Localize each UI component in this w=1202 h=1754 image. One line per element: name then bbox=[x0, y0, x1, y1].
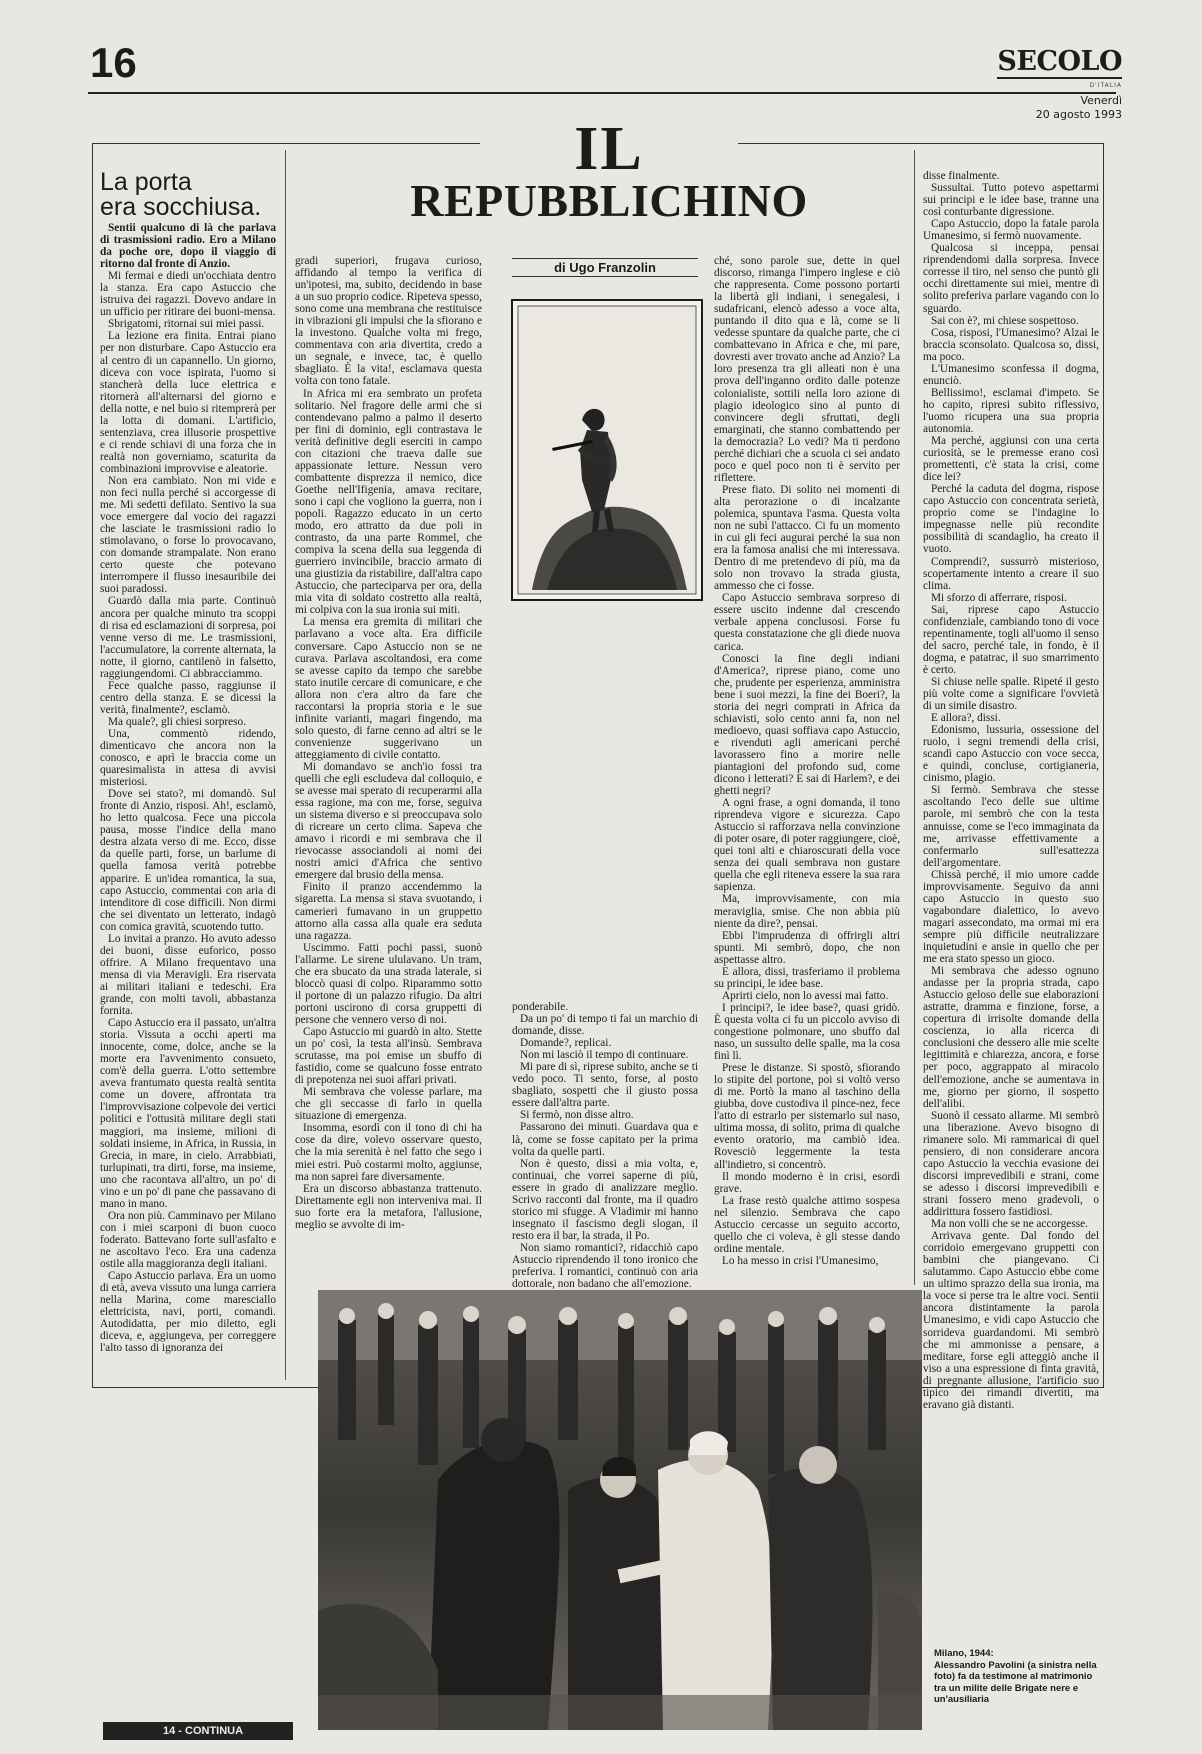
column-2-text bbox=[295, 255, 482, 1270]
paragraph: Ora non più. Camminavo per Milano con i miei scarponi di buon cuoco foderato. Battevano forte sull'asfalto e ne ascoltavo l'eco. Era una cadenza ostile alla maggioranza degli italiani. bbox=[100, 1209, 276, 1271]
sidebar-title-line2: era socchiusa. bbox=[100, 193, 262, 221]
column-rule-4 bbox=[914, 150, 915, 1285]
paragraph: Capo Astuccio mi guardò in alto. Stette un po' così, la testa all'insù. Sembrava scrutasse, ma poi emise un sbuffo di fastidio, come se qualcuno fosse entrato di prepotenza nei suoi affari privati. bbox=[295, 1026, 482, 1087]
column-5-text bbox=[923, 170, 1099, 1411]
paragraph: Sussultai. Tutto potevo aspettarmi sui principi e le idee base, tranne una così conturbante digressione. bbox=[923, 182, 1099, 219]
caption-place: Milano, 1944: bbox=[934, 1648, 994, 1659]
paragraph: Finito il pranzo accendemmo la sigaretta. La mensa si stava svuotando, i camerieri fumavano in un gruppetto attorno alla cassa alla quale era seduta una ragazza. bbox=[295, 881, 482, 942]
paragraph: Fece qualche passo, raggiunse il centro della stanza. E se dicessi la verità, finalmente?, esclamò. bbox=[100, 679, 276, 716]
paragraph: Perché la caduta del dogma, rispose capo Astuccio con concentrata serietà, proprio come se l'indagine lo impegnasse nelle più recondite possibilità di scandaglio, ha creato il vuoto. bbox=[923, 483, 1099, 556]
paragraph: Mi domandavo se anch'io fossi tra quelli che egli escludeva dal colloquio, e se avesse mai sperato di recuperarmi alla essa ragione, ma con me, forse, seguiva un sistema diverso e si preoccupava solo di ricreare un certo clima. Sapeva che amavo i ricordi e mi sembrava che il rievocasse associandoli ai nomi dei nostri amici d'Africa che sentivo emergere dal brusio della mensa. bbox=[295, 760, 482, 882]
paragraph: Lo ha messo in crisi l'Umanesimo, bbox=[722, 1254, 879, 1267]
sidebar-title-line1: La porta bbox=[100, 168, 192, 196]
continua-label: 14 - CONTINUA bbox=[103, 1722, 293, 1740]
headline-rule-right bbox=[746, 143, 1104, 144]
paragraph: Capo Astuccio, dopo la fatale parola Umanesimo, si fermò nuovamente. bbox=[923, 218, 1099, 243]
byline: di Ugo Franzolin bbox=[512, 258, 698, 277]
paragraph: La lezione era finita. Entrai piano per non disturbare. Capo Astuccio era al centro di un capannello. Un giorno, diceva con voce ispirata, l'uomo si stancherà della luce elettrica e ritornerà all'alternarsi del giorno e della notte, e nel buio si ritemprerà per la lotta di domani. L'artificio, sentenziava, crea illusorie prospettive e ci rende schiavi di una forza che in realtà non governiamo, scaturita da combinazioni improvvise e aleatorie. bbox=[100, 330, 276, 475]
paragraph: Qualcosa si inceppa, pensai riprendendomi dalla sorpresa. Invece corresse il tiro, nel senso che puntò gli occhi direttamente sui miei, mentre di solito preferiva parlare vagando con lo sguardo. bbox=[923, 242, 1099, 315]
sidebar-title bbox=[100, 170, 278, 220]
paragraph: Il mondo moderno è in crisi, esordì grave. bbox=[714, 1170, 900, 1195]
wedding-photo-image bbox=[318, 1290, 922, 1730]
masthead-logo: SECOLO bbox=[997, 46, 1122, 77]
paragraph: Dove sei stato?, mi domandò. Sul fronte di Anzio, risposi. Ah!, esclamò, ho letto qualcosa. Fece una piccola pausa, mosse l'indice della mano destra alzata verso di me. Ecco, disse da quelle parti, forse, un barlume di quella famosa verità potrebbe apparire. E un'idea romantica, la sua, capo Astuccio, commentai con aria di intenditore di cose difficili. Non dirmi che sei diventato un letterato, indagò con comica gravità, scuotendo tutto. bbox=[100, 788, 276, 933]
paragraph: Ma non volli che se ne accorgesse. bbox=[931, 1218, 1088, 1231]
caption-text: Alessandro Pavolini (a sinistra nella foto) fa da testimone al matrimonio tra un milite delle Brigate nere e un'ausiliaria bbox=[934, 1659, 1097, 1705]
paragraph: Comprendi?, sussurrò misterioso, scopertamente intento a creare il suo clima. bbox=[923, 555, 1099, 592]
paragraph: Si chiuse nelle spalle. Ripeté il gesto più volte come a significare l'ovvietà di un simile disastro. bbox=[923, 675, 1099, 713]
paragraph: Ebbi l'imprudenza di offrirgli altri spunti. Mi sembrò, dopo, che non aspettasse altro. bbox=[714, 929, 900, 966]
dateline-date: 20 agosto 1993 bbox=[1035, 108, 1122, 121]
paragraph: Mi sembrava che volesse parlare, ma che gli seccasse di farlo in quella situazione di emergenza. bbox=[295, 1086, 482, 1123]
paragraph: Ma perché, aggiunsi con una certa curiosità, se le premesse erano così promettenti, c'è stata la crisi, come dice lei? bbox=[923, 435, 1099, 484]
paragraph: Bellissimo!, esclamai d'impeto. Se ho capito, ripresi subito riflessivo, l'uomo ricupera una sua propria autonomia. bbox=[923, 386, 1099, 435]
photo-caption bbox=[934, 1648, 1104, 1706]
headline-rule-left bbox=[92, 143, 472, 144]
paragraph: Si fermò. Sembrava che stesse ascoltando l'eco delle sue ultime parole, mi sembrò che con la testa annuisse, come se l'eco immaginata da me, arrivasse effettivamente a confermarlo sull'esattezza dell'argomentare. bbox=[923, 784, 1099, 869]
paragraph: Sentii qualcuno di là che parlava di trasmissioni radio. Ero a Milano da poche ore, dopo il viaggio di ritorno dal fronte di Anzio. bbox=[100, 222, 276, 271]
paragraph: Si fermò, non disse altro. bbox=[520, 1109, 634, 1122]
paragraph: Una, commentò ridendo, dimenticavo che ancora non la conosco, e aprì le braccia come un quaresimalista in attesa di avvisi misteriosi. bbox=[100, 727, 276, 789]
paragraph: Capo Astuccio sembrava sorpreso di essere uscito indenne dal crescendo verbale appena conclusosi. Forse fu questa constatazione che gli diede nuova carica. bbox=[714, 592, 900, 653]
paragraph: Prese fiato. Di solito nei momenti di alta perorazione o di incalzante polemica, spuntava l'asma. Questa volta non ne subì l'attacco. Ci fu un momento in cui gli feci augurai perché la sua non era la famosa analisi che mi interessava. Dentro di me pretendevo di più, ma da solo non trovavo la strada giusta, ammesso che ci fosse. bbox=[714, 483, 900, 593]
paragraph: Suonò il cessato allarme. Mi sembrò una liberazione. Avevo bisogno di rimanere solo. Mi rammaricai di quel pensiero, di non considerare ancora capo Astuccio la vecchia evasione dei discorsi imprevedibili e strani, come se adesso i discorsi imprevedibili e strani fossero meno gradevoli, o addirittura fossero fastidiosi. bbox=[923, 1109, 1099, 1219]
soldier-photo bbox=[512, 300, 702, 600]
paragraph: Aprirti cielo, non lo avessi mai fatto. bbox=[722, 989, 889, 1002]
paragraph: Sbrigatomi, ritornai sui miei passi. bbox=[108, 318, 265, 331]
paragraph: In Africa mi era sembrato un profeta solitario. Nel fragore delle armi che si contendevano palmo a palmo il deserto per fini di dominio, egli contrastava le verità definitive degli eserciti in campo con citazioni che traeva dalle sue appassionate letture. Nessun vero combattente disprezza il nemico, dice Goethe nell'Ifigenia, amava recitare, sono i capi che vogliono la guerra, non i popoli. Ragazzo educato in un certo modo, ero attratto da due poli in contrasto, da una parte Rommel, che compiva la scena della sua leggenda di guerriero invincibile, braccio armato di una giustizia da ristabilire, dall'altra capo Astuccio, che parteciparva per ora, della mia vita di soldato costretto alla realtà, mi colpiva con la sua ironia sui miti. bbox=[295, 387, 482, 617]
wedding-photo bbox=[318, 1290, 922, 1730]
column-3-text bbox=[512, 1001, 698, 1291]
paragraph: Capo Astuccio era il passato, un'altra storia. Vissuta a occhi aperti ma innocente, come, dolce, anche se la morte era l'avvenimento consueto, com'è della guerra. L'otto settembre aveva frantumato questa realtà sentita come un dovere, affrontata tra l'improvvisazione colpevole dei vertici politici e l'ottusità militare degli stati maggiori, ma insieme, milioni di soldati insieme, in Africa, in Russia, in Grecia, in mare, in cielo. Arrabbiati, turlupinati, tra dirti, forse, ma insieme, uno che racontava all'altro, un po' di vino e un po' di pane che passavano di mano in mano. bbox=[100, 1017, 276, 1210]
paragraph: Lo invitai a pranzo. Ho avuto adesso dei buoni, disse euforico, posso offrire. A Milano frequentavo una mensa di via Meravigli. Era riservata ai militari italiani e tedeschi. Era grande, con molti tavoli, abbastanza fornita. bbox=[100, 932, 276, 1018]
paragraph: Ma quale?, gli chiesi sorpreso. bbox=[108, 715, 247, 728]
paragraph: Sai con è?, mi chiese sospettoso. bbox=[931, 314, 1079, 327]
paragraph: I principi?, le idee base?, quasi gridò. È questa volta ci fu un piccolo avviso di congestione polmonare, uno sbuffo dal naso, un sussulto delle spalle, ma la cosa finì lì. bbox=[714, 1001, 900, 1063]
paragraph: E allora?, dissi. bbox=[931, 712, 1001, 725]
paragraph: Mi sembrava che adesso ognuno andasse per la propria strada, capo Astuccio geloso delle sue elaborazioni astratte, dramma e finzione, forse, a copertura di irrisolte domande della coscienza, io alla ricerca di conclusioni che dessero alle mie scelte legittimità e chiarezza, ancora, e forse per poco, aggrappato al miracolo dell'emozione, anche se aumentava in me, giorno per giorno, il sospetto dell'alibi. bbox=[923, 965, 1099, 1110]
masthead-subtitle: D'ITALIA bbox=[1089, 82, 1122, 89]
paragraph: E allora, dissi, trasferiamo il problema su principi, le idee base. bbox=[714, 965, 900, 990]
paragraph: Non siamo romantici?, ridacchiò capo Astuccio riprendendo il tono ironico che preferiva. I romantici, continuò con aria dottorale, non badano che all'emozione. bbox=[512, 1241, 698, 1291]
paragraph: Capo Astuccio parlava. Era un uomo di età, aveva vissuto una lunga carriera nella Marina, come maresciallo elettricista, navi, porti, comandi. Autodidatta, per mio diletto, egli diceva, e, aggiungeva, per correggere l'alto tasso di ignoranza dei bbox=[100, 1270, 276, 1355]
paragraph: Uscimmo. Fatti pochi passi, suonò l'allarme. Le sirene ululavano. Un tram, che era sbucato da una strada laterale, si bloccò quasi di colpo. Riparammo sotto il portone di un palazzo rifugio. Da altri portoni uscirono di corsa gruppetti di persone che vennero verso di noi. bbox=[295, 941, 482, 1026]
paragraph: Non mi lasciò il tempo di continuare. bbox=[520, 1049, 689, 1062]
headline-line2: REPUBBLICHINO bbox=[410, 175, 808, 226]
paragraph: Guardò dalla mia parte. Continuò ancora per qualche minuto tra scoppi di risa ed esclamazioni di sorpresa, poi venne verso di me. Le trasmissioni, l'accumulatore, la corrente alternata, la notte, il giorno, cantilenò in falsetto, raggiungendomi. Ci abbracciammo. bbox=[100, 595, 276, 680]
paragraph: ché, sono parole sue, dette in quel discorso, rimanga l'impero inglese e ciò che rappresenta. Come possono portarti la libertà gli indiani, i senegalesi, i sudafricani, elencò adesso a voce alta, puntando il dito qua e là, come se li vedesse spuntare da qualche parte, che ci combattevano in Africa e che, mi pare, dovresti aver trovato anche ad Anzio? La loro presenza tra gli alleati non è una prova dell'inganno ordito dalle potenze colonialiste, sottili nella loro azione di plagio ideologico sino al punto di convincere degli sfruttati, degli emarginati, che stanno combattendo per la democrazia? Lo vedi? Ma ti perdono perché dichiari che a scuola ci sei andato poco e quel poco non ti è servito per riflettere. bbox=[714, 255, 900, 484]
paragraph: disse finalmente. bbox=[923, 170, 1000, 182]
paragraph: gradi superiori, frugava curioso, affidando al tempo la verifica di un'ipotesi, ma, subito, decidendo in base a un suo proprio codice. Ripeteva spesso, sono come una membrana che restituisce in vibrazioni gli impulsi che la sfiorano e la investono. Qualche volta mi frego, commentava con aria divertita, credo a un segnale, e invece, tac, è quello sbagliato. È la vita!, esclamava questa volta con tono fatale. bbox=[295, 255, 482, 388]
paragraph: Edonismo, lussuria, ossessione del ruolo, i segni tremendi della crisi, scandì capo Astuccio con voce secca, e quindi, concluse, cortigianeria, cinismo, plagio. bbox=[923, 724, 1099, 785]
column-4-text bbox=[714, 255, 900, 1270]
paragraph: Prese le distanze. Si spostò, sfiorando lo stipite del portone, poi si voltò verso di me. Portò la mano al taschino della giubba, dove custodiva il pince-nez, fece l'atto di estrarlo per sistemarlo sul naso, ultima mossa, di solito, prima di qualche evento oratorio, ma cambiò idea. Rovesciò leggermente la testa all'indietro, si concentrò. bbox=[714, 1062, 900, 1171]
paragraph: Mi fermai e diedi un'occhiata dentro la stanza. Era capo Astuccio che istruiva dei ragazzi. Dovevo andare in un ufficio per ritirare dei buoni-mensa. bbox=[100, 270, 276, 319]
column-1-text bbox=[100, 222, 276, 1378]
paragraph: Arrivava gente. Dal fondo del corridoio emergevano gruppetti con bambini che piangevano. Ci salutammo. Capo Astuccio ebbe come un ultimo sprazzo della sua ironia, ma la voce si perse tra le altre voci. Sentii ancora distintamente la parola Umanesimo, e vidi capo Astuccio che sorrideva guardandomi. Mi sembrò che mi ammonisse a pensare, a meditare, forse egli atteggiò anche il viso a una espressione di finta gravità, di pregnante allusione, l'artificio suo tipico dei rimandi divertiti, ma eravano già distanti. bbox=[923, 1230, 1099, 1411]
paragraph: Insomma, esordì con il tono di chi ha cose da dire, volevo osservare questo, che la mia serenità è nel fatto che sego i miei estri. Può costarmi molto, aggiunse, ma non saprei fare diversamente. bbox=[295, 1122, 482, 1183]
paragraph: Passarono dei minuti. Guardava qua e là, come se fosse capitato per la prima volta da quelle parti. bbox=[512, 1121, 698, 1158]
paragraph: Non è questo, dissi a mia volta, e, continuai, che vorrei saperne di più, essere in grado di analizzare meglio. Scrivo racconti dal fronte, ma il quadro storico mi sfugge. A Vladimir mi hanno insegnato il fascismo degli slogan, il resto era il bar, la strada, il Po. bbox=[512, 1157, 698, 1242]
paragraph: La mensa era gremita di militari che parlavano a voce alta. Era difficile conversare. Capo Astuccio non se ne curava. Parlava ascoltandosi, era come se avesse capito da tempo che sarebbe stato inutile cercare di comunicare, e che allora non c'era altro da fare che raccontarsi la propria storia e le sue infinite varianti, magari fingendo, ma solo questo, di farne cenno ad altri se le convenienze suggerivano un atteggiamento di civile contatto. bbox=[295, 616, 482, 761]
paragraph: Era un discorso abbastanza trattenuto. Direttamente egli non interveniva mai. Il suo forte era la metafora, l'allusione, meglio se avvolte di im- bbox=[295, 1182, 482, 1231]
paragraph: Sai, riprese capo Astuccio confidenziale, cambiando tono di voce repentinamente, togli all'uomo il senso del sacro, perché tale, in fondo, è il dogma, e patatrac, il suo smarrimento è certo. bbox=[923, 603, 1099, 676]
page-number: 16 bbox=[90, 39, 137, 86]
header-rule bbox=[88, 92, 1116, 94]
paragraph: Cosa, risposi, l'Umanesimo? Alzai le braccia sconsolato. Qualcosa so, dissi, ma poco. bbox=[923, 326, 1099, 363]
paragraph: Mi pare di sì, riprese subito, anche se ti vedo poco. Ti sento, forse, al posto sbagliato, sospetti che il giusto possa essere dall'altra parte. bbox=[512, 1061, 698, 1110]
paragraph: Domande?, replicai. bbox=[520, 1037, 612, 1050]
paragraph: Ma, improvvisamente, con mia meraviglia, smise. Che non abbia più niente da dire?, pensai. bbox=[714, 893, 900, 930]
headline-line1: IL bbox=[480, 118, 738, 180]
paragraph: Non era cambiato. Non mi vide e non feci nulla perché si accorgesse di me. Mi sedetti defilato. Sentivo la sua voce emergere dal vocio dei ragazzi che lasciate le trasmissioni radio lo stimolavano, o forse lo provocavano, con domande strampalate. Non erano certo queste che potevano interrompere il flusso inesauribile dei suoi paradossi. bbox=[100, 474, 276, 596]
paragraph: ponderabile. bbox=[512, 1001, 569, 1013]
paragraph: Da un po' di tempo ti fai un marchio di domande, disse. bbox=[512, 1013, 698, 1038]
dateline bbox=[1036, 94, 1122, 122]
paragraph: A ogni frase, a ogni domanda, il tono riprendeva vigore e sicurezza. Capo Astuccio si rafforzava nella convinzione di poter osare, di poter raggiungere, cioè, quei toni alti e chiaroscurati della voce senza dei quali sembrava non gustare quella che egli riteneva essere la sua rara sapienza. bbox=[714, 797, 901, 894]
column-rule-1 bbox=[285, 150, 286, 1380]
paragraph: La frase restò qualche attimo sospesa nel silenzio. Sembrava che capo Astuccio cercasse un seguito accorto, quello che ci voleva, è gli stesse dando ordine mentale. bbox=[714, 1194, 900, 1255]
paragraph: L'Umanesimo sconfessa il dogma, enunciò. bbox=[923, 362, 1099, 387]
paragraph: Chissà perché, il mio umore cadde improvvisamente. Seguivo da anni capo Astuccio in questo suo vagabondare dialettico, lo avevo magari assecondato, ma ormai mi era sempre più difficile neutralizzare inquietudini e ansie in quello che per me era stato spesso un gioco. bbox=[923, 868, 1099, 966]
paragraph: Conosci la fine degli indiani d'America?, riprese piano, come uno che, prudente per esperienza, amministra bene i suoi mezzi, la fine dei Boeri?, la storia dei negri comprati in Africa da schiavisti, solo cento anni fa, non nel medioevo, quasi soffiava capo Astuccio, e rivenduti agli americani perché lavorassero fino a morire nelle piantagioni del profondo sud, come dicono i letterati? E sai di Harlem?, e dei ghetti negri? bbox=[714, 652, 900, 798]
soldier-photo-frame bbox=[512, 300, 702, 1000]
paragraph: Mi sforzo di afferrare, risposi. bbox=[931, 591, 1067, 604]
dateline-day: Venerdì bbox=[1080, 94, 1122, 107]
